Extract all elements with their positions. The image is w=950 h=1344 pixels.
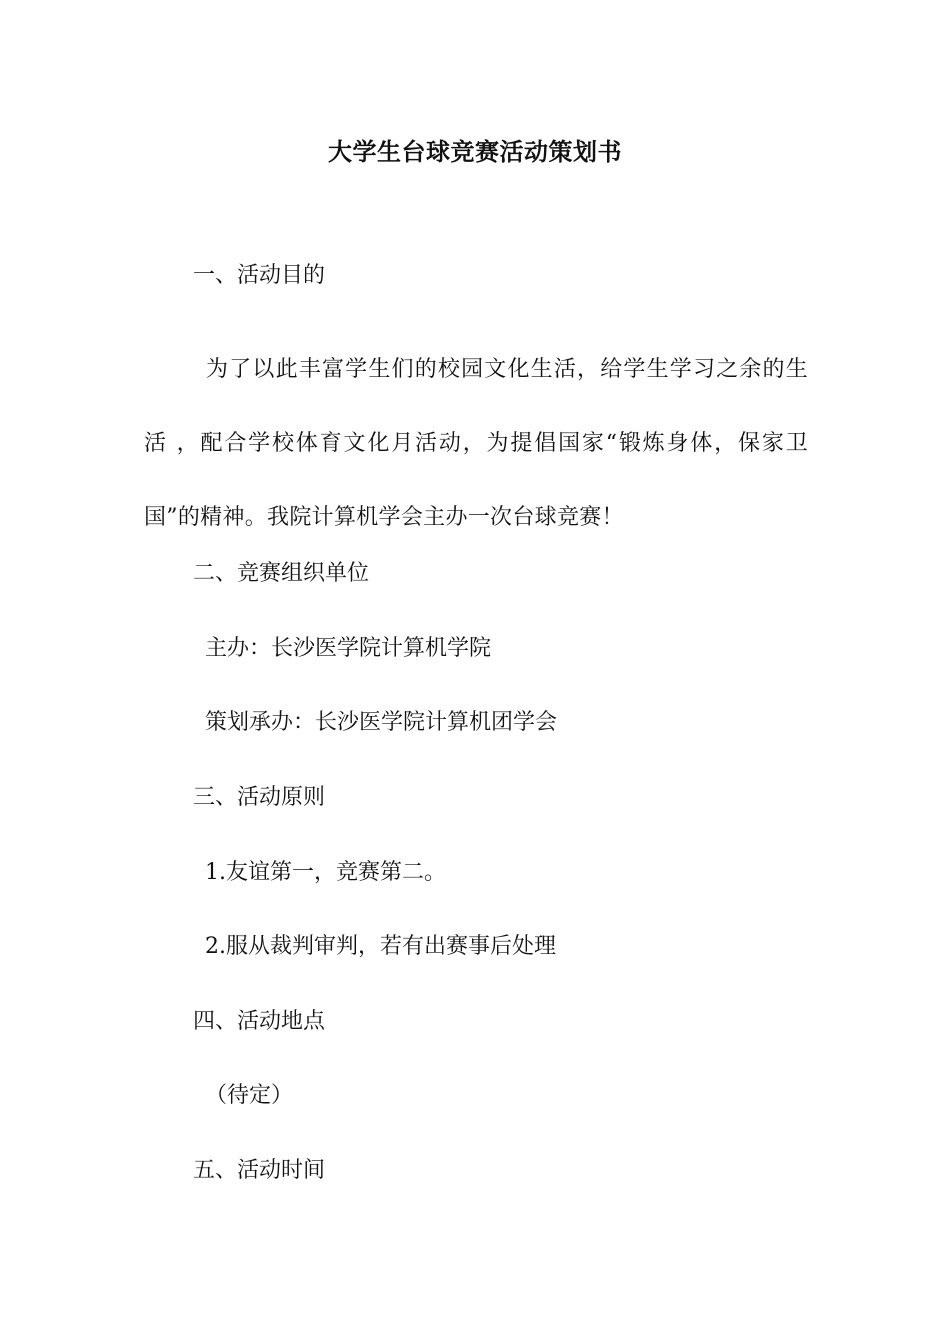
section-heading-purpose: 一、活动目的	[193, 263, 326, 288]
principle-item-1: 1.友谊第一，竞赛第二。	[205, 860, 446, 885]
section-heading-location: 四、活动地点	[193, 1009, 326, 1034]
document-title: 大学生台球竞赛活动策划书	[328, 137, 622, 166]
location-value: （待定）	[205, 1083, 294, 1108]
organizer-planner: 策划承办：长沙医学院计算机团学会	[205, 710, 558, 735]
principle-item-2: 2.服从裁判审判，若有出赛事后处理	[205, 934, 556, 959]
section-heading-time: 五、活动时间	[193, 1158, 326, 1183]
section-heading-principles: 三、活动原则	[193, 785, 326, 810]
purpose-paragraph: 为了以此丰富学生们的校园文化生活，给学生学习之余的生活 ，配合学校体育文化月活动，为提倡国家“锻炼身体，保家卫国”的精神。我院计算机学会主办一次台球竞赛！	[144, 357, 808, 530]
section-heading-organizers: 二、竞赛组织单位	[193, 561, 370, 586]
organizer-host: 主办：长沙医学院计算机学院	[205, 636, 492, 661]
